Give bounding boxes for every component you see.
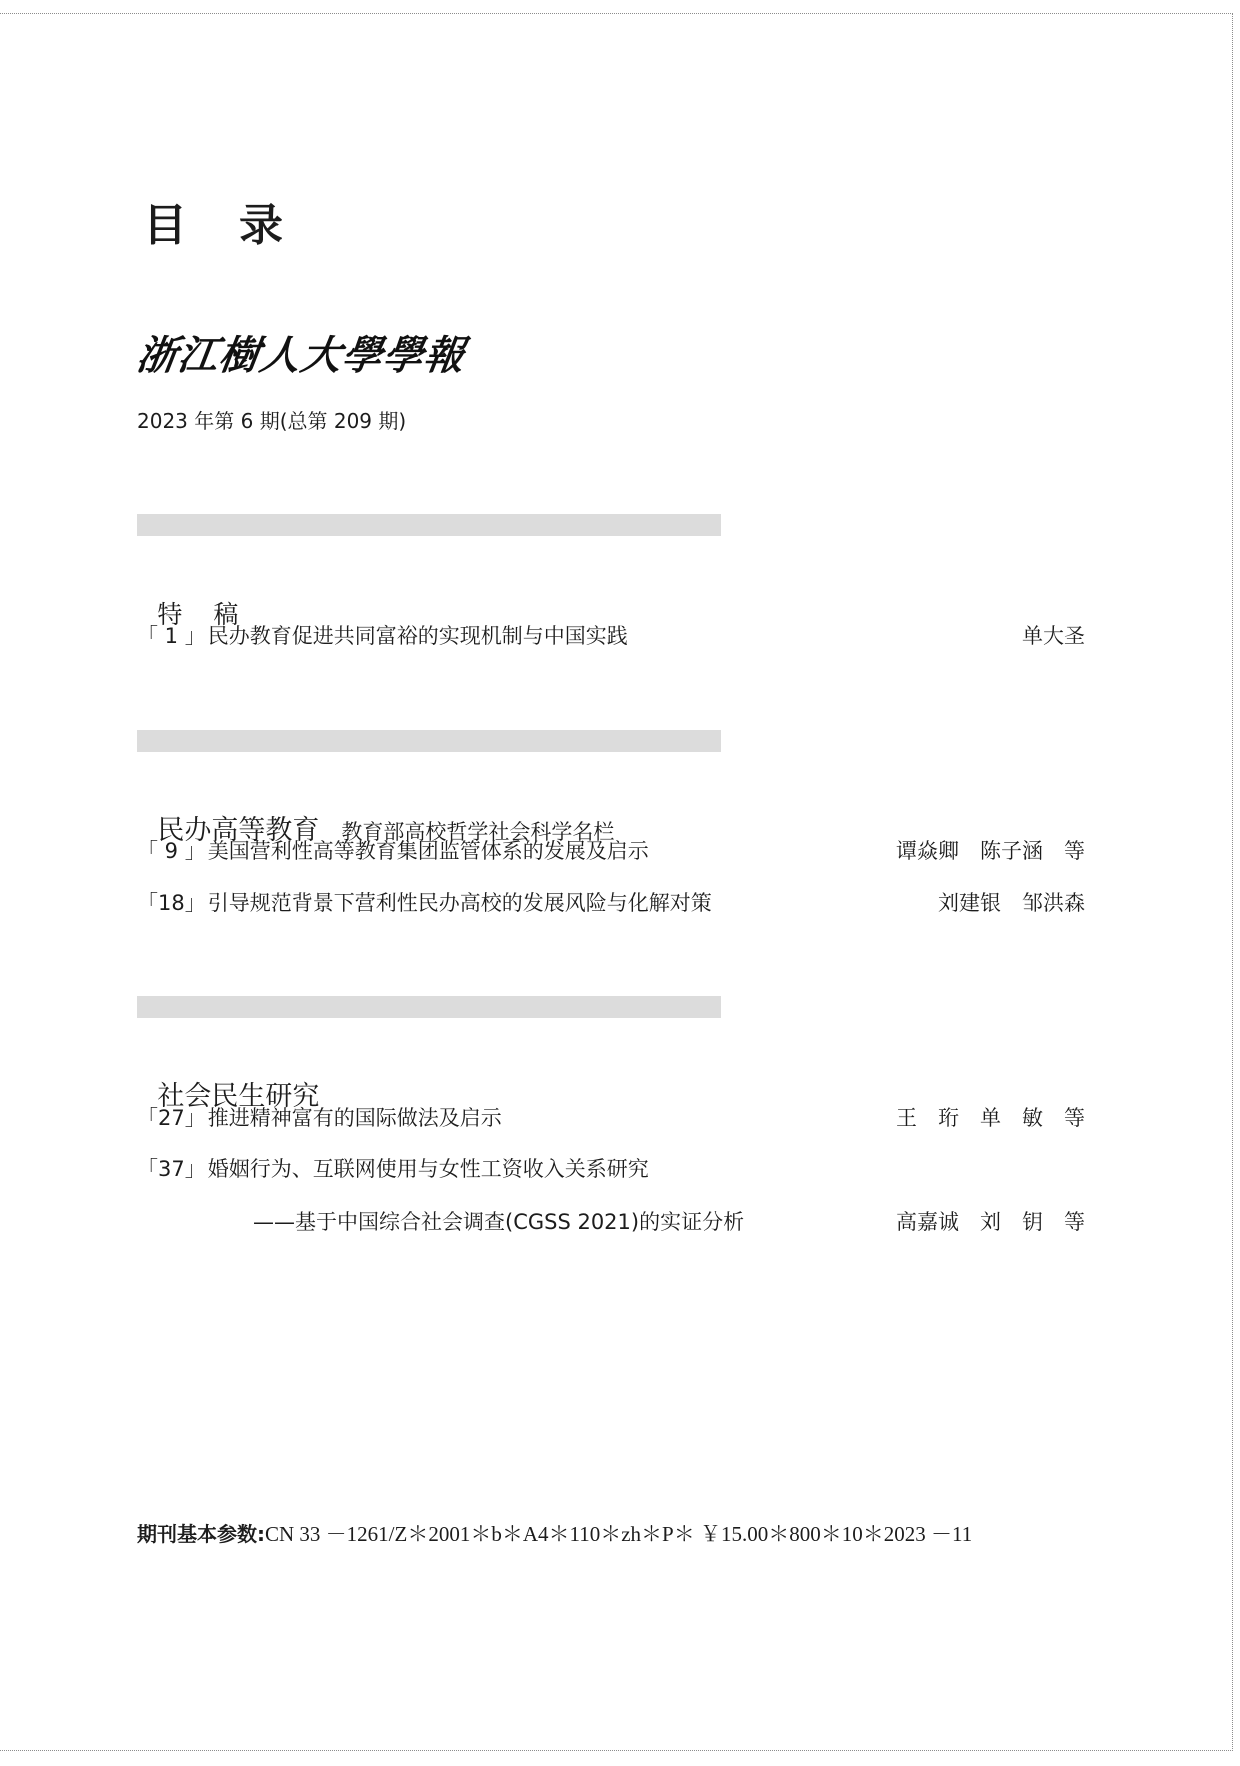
section-heading bbox=[137, 1046, 319, 1151]
page-marker: 「 9 」 bbox=[137, 839, 206, 863]
entry-authors: 刘建银 邹洪森 bbox=[938, 891, 1085, 915]
journal-logo: 浙江樹人大學學報 bbox=[133, 332, 469, 379]
toc-entry bbox=[137, 1156, 1085, 1182]
entry-title: 婚姻行为、互联网使用与女性工资收入关系研究 bbox=[207, 1157, 649, 1181]
section-divider-bar bbox=[137, 996, 721, 1018]
toc-entry-subtitle-row bbox=[253, 1209, 1085, 1235]
journal-parameters bbox=[137, 1521, 972, 1547]
toc-entry bbox=[137, 623, 1085, 649]
entry-title: 推进精神富有的国际做法及启示 bbox=[207, 1106, 502, 1130]
entry-title: 美国营利性高等教育集团监管体系的发展及启示 bbox=[207, 839, 649, 863]
section-divider-bar bbox=[137, 514, 721, 536]
entry-left bbox=[137, 890, 712, 916]
issue-info: 2023 年第 6 期(总第 209 期) bbox=[137, 409, 407, 433]
entry-title: 引导规范背景下营利性民办高校的发展风险与化解对策 bbox=[207, 891, 712, 915]
entry-authors: 高嘉诚 刘 钥 等 bbox=[896, 1210, 1085, 1234]
toc-entry bbox=[137, 890, 1085, 916]
entry-left bbox=[137, 838, 649, 864]
page-marker: 「 1 」 bbox=[137, 624, 206, 648]
section-heading bbox=[137, 564, 241, 669]
section-divider-bar bbox=[137, 730, 721, 752]
entry-subtitle: ——基于中国综合社会调查(CGSS 2021)的实证分析 bbox=[253, 1210, 745, 1234]
section-heading bbox=[137, 780, 614, 885]
toc-entry bbox=[137, 838, 1085, 864]
entry-left bbox=[137, 1156, 649, 1182]
entry-left bbox=[137, 623, 628, 649]
entry-authors: 谭焱卿 陈子涵 等 bbox=[896, 839, 1085, 863]
section-title: 特 稿 bbox=[157, 600, 242, 629]
page-marker: 「27」 bbox=[137, 1106, 206, 1130]
entry-authors: 单大圣 bbox=[1022, 624, 1085, 648]
section-subtitle: 教育部高校哲学社会科学名栏 bbox=[341, 820, 615, 844]
toc-entry bbox=[137, 1105, 1085, 1131]
parameters-value: CN 33 －1261/Z＊2001＊b＊A4＊110＊zh＊P＊ ￥15.00＊800＊10＊2023 －11 bbox=[265, 1522, 973, 1546]
parameters-label: 期刊基本参数: bbox=[137, 1522, 265, 1546]
entry-authors: 王 珩 单 敏 等 bbox=[896, 1106, 1085, 1130]
entry-left bbox=[137, 1105, 502, 1131]
toc-title: 目 录 bbox=[143, 200, 287, 251]
page-marker: 「37」 bbox=[137, 1157, 206, 1181]
section-title: 社会民生研究 bbox=[157, 1081, 320, 1112]
section-title: 民办高等教育 bbox=[157, 815, 320, 846]
page-marker: 「18」 bbox=[137, 891, 206, 915]
entry-title: 民办教育促进共同富裕的实现机制与中国实践 bbox=[207, 624, 628, 648]
